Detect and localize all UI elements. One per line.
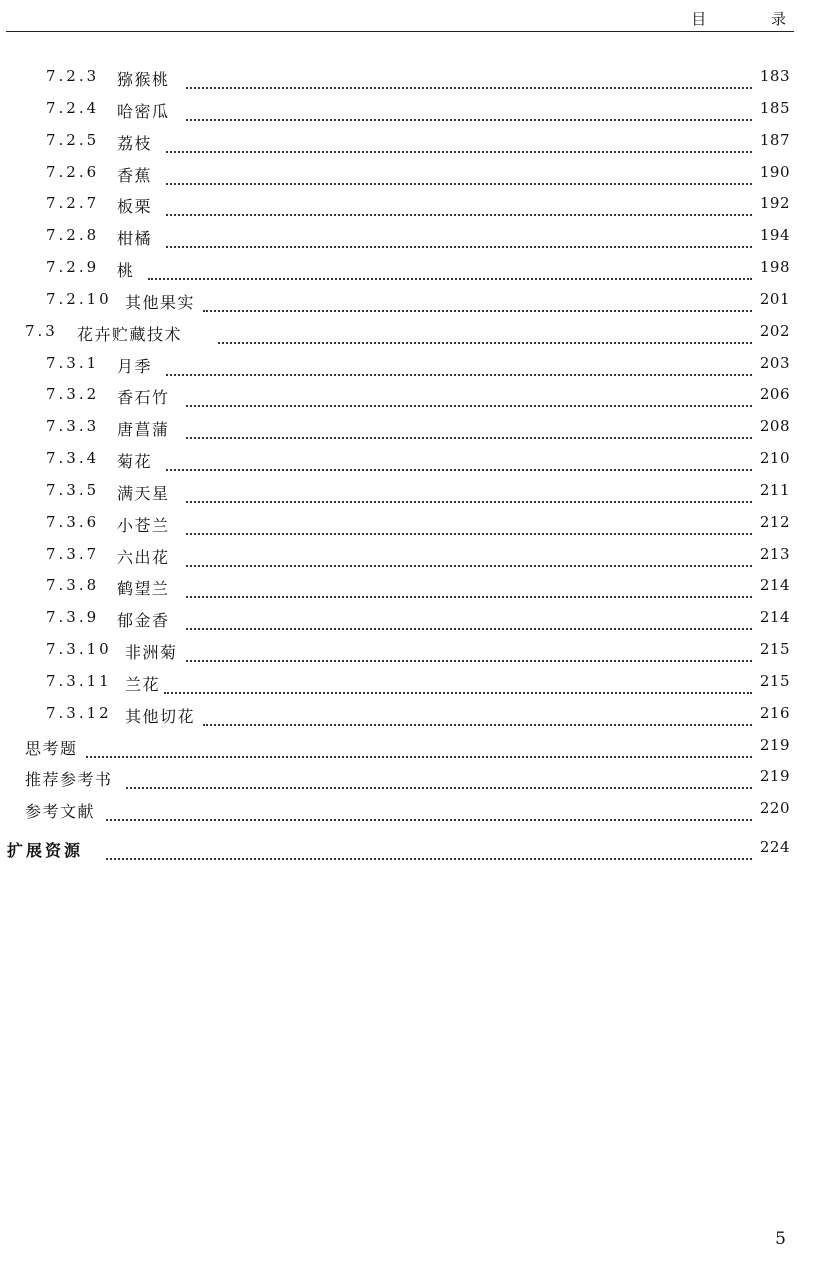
toc-entry-number: 7.3.2 bbox=[46, 385, 100, 403]
dot-leader bbox=[126, 767, 752, 789]
dot-leader bbox=[166, 163, 752, 185]
toc-entry-title: 参考文献 bbox=[25, 802, 96, 821]
toc-entry-number: 7.2.7 bbox=[46, 194, 100, 212]
dot-leader bbox=[186, 67, 752, 89]
toc-entry-number: 7.3.11 bbox=[46, 672, 112, 690]
dot-leader bbox=[186, 385, 752, 407]
toc-entry-title: 板栗 bbox=[117, 197, 153, 216]
toc-entry-number: 7.2.3 bbox=[46, 67, 100, 85]
toc-entry[interactable] bbox=[0, 640, 800, 672]
dot-leader bbox=[203, 290, 752, 312]
toc-entry-number: 7.3.1 bbox=[46, 354, 100, 372]
toc-entry-number: 7.3.10 bbox=[46, 640, 112, 658]
toc-entry-number: 7.3.3 bbox=[46, 417, 100, 435]
toc-entry-page: 216 bbox=[759, 704, 790, 722]
toc-entry-title: 花卉贮藏技术 bbox=[77, 325, 183, 344]
toc-entry[interactable] bbox=[0, 513, 800, 545]
toc-entry-title: 菊花 bbox=[117, 452, 153, 471]
toc-entry-title: 非洲菊 bbox=[125, 643, 178, 662]
toc-entry[interactable] bbox=[0, 736, 800, 768]
toc-entry-number: 7.3 bbox=[25, 322, 58, 340]
toc-entry[interactable] bbox=[0, 322, 800, 354]
dot-leader bbox=[106, 799, 752, 821]
toc-entry[interactable] bbox=[0, 354, 800, 386]
toc-entry[interactable] bbox=[0, 258, 800, 290]
toc-entry-number: 7.3.7 bbox=[46, 545, 100, 563]
toc-entry-title: 唐菖蒲 bbox=[117, 420, 170, 439]
toc-entry-number: 7.2.4 bbox=[46, 99, 100, 117]
toc-entry-page: 214 bbox=[759, 608, 790, 626]
toc-entry-page: 198 bbox=[759, 258, 790, 276]
toc-entry-page: 183 bbox=[759, 67, 790, 85]
toc-entry-title: 兰花 bbox=[125, 675, 161, 694]
dot-leader bbox=[186, 576, 752, 598]
toc-entry[interactable] bbox=[0, 290, 800, 322]
toc-entry[interactable] bbox=[0, 67, 800, 99]
toc-entry-title: 荔枝 bbox=[117, 134, 153, 153]
toc-entry[interactable] bbox=[0, 704, 800, 736]
toc-entry-page: 190 bbox=[759, 163, 790, 181]
dot-leader bbox=[186, 417, 752, 439]
toc-entry-number: 7.2.9 bbox=[46, 258, 100, 276]
toc-entry-title: 柑橘 bbox=[117, 229, 153, 248]
toc-entry[interactable] bbox=[0, 385, 800, 417]
dot-leader bbox=[186, 513, 752, 535]
toc-entry[interactable] bbox=[0, 767, 800, 799]
toc-entry-page: 212 bbox=[759, 513, 790, 531]
toc-entry-number: 7.2.5 bbox=[46, 131, 100, 149]
dot-leader bbox=[186, 481, 752, 503]
toc-entry-title: 月季 bbox=[117, 357, 153, 376]
toc-entry-title: 推荐参考书 bbox=[25, 770, 113, 789]
dot-leader bbox=[86, 736, 752, 758]
toc-entry-title: 满天星 bbox=[117, 484, 170, 503]
toc-entry-page: 210 bbox=[759, 449, 790, 467]
dot-leader bbox=[148, 258, 752, 280]
toc-entry-number: 7.2.10 bbox=[46, 290, 112, 308]
dot-leader bbox=[218, 322, 752, 344]
dot-leader bbox=[106, 838, 752, 860]
toc-entry-page: 215 bbox=[759, 672, 790, 690]
toc-entry-title: 猕猴桃 bbox=[117, 70, 170, 89]
toc-entry-number: 7.2.6 bbox=[46, 163, 100, 181]
toc-entry-number: 7.3.6 bbox=[46, 513, 100, 531]
toc-entry-title: 哈密瓜 bbox=[117, 102, 170, 121]
toc-entry-page: 219 bbox=[759, 736, 790, 754]
toc-entry-page: 194 bbox=[759, 226, 790, 244]
toc-entry[interactable] bbox=[0, 799, 800, 831]
toc-entry-title: 香石竹 bbox=[117, 388, 170, 407]
toc-entry-page: 208 bbox=[759, 417, 790, 435]
toc-entry-page: 224 bbox=[759, 838, 790, 856]
toc-entry[interactable] bbox=[0, 226, 800, 258]
toc-entry-page: 215 bbox=[759, 640, 790, 658]
toc-entry-page: 192 bbox=[759, 194, 790, 212]
dot-leader bbox=[166, 354, 752, 376]
toc-entry-page: 206 bbox=[759, 385, 790, 403]
page-number: 5 bbox=[775, 1229, 786, 1249]
toc-entry-title: 六出花 bbox=[117, 548, 170, 567]
toc-entry[interactable] bbox=[0, 131, 800, 163]
toc-entry-title: 小苍兰 bbox=[117, 516, 170, 535]
toc-entry[interactable] bbox=[0, 576, 800, 608]
dot-leader bbox=[166, 194, 752, 216]
dot-leader bbox=[186, 640, 752, 662]
toc-entry-page: 203 bbox=[759, 354, 790, 372]
dot-leader bbox=[186, 99, 752, 121]
toc-entry-page: 213 bbox=[759, 545, 790, 563]
toc-entry[interactable] bbox=[0, 99, 800, 131]
toc-entry-number: 7.3.9 bbox=[46, 608, 100, 626]
toc-entry-title: 扩展资源 bbox=[7, 841, 84, 860]
toc-entry-title: 香蕉 bbox=[117, 166, 153, 185]
header-title: 目 录 bbox=[691, 10, 816, 28]
dot-leader bbox=[186, 608, 752, 630]
toc-entry-page: 185 bbox=[759, 99, 790, 117]
toc-entry[interactable] bbox=[0, 163, 800, 195]
toc-entry-page: 201 bbox=[759, 290, 790, 308]
toc-entry[interactable] bbox=[0, 481, 800, 513]
toc-entry-page: 202 bbox=[759, 322, 790, 340]
toc-entry[interactable] bbox=[0, 417, 800, 449]
toc-entry-title: 桃 bbox=[117, 261, 135, 280]
toc-entry-page: 214 bbox=[759, 576, 790, 594]
toc-entry-number: 7.3.5 bbox=[46, 481, 100, 499]
dot-leader bbox=[166, 226, 752, 248]
toc-entry-page: 211 bbox=[759, 481, 790, 499]
toc-entry[interactable] bbox=[0, 608, 800, 640]
toc-entry[interactable] bbox=[0, 545, 800, 577]
dot-leader bbox=[164, 672, 752, 694]
toc-entry-number: 7.2.8 bbox=[46, 226, 100, 244]
toc-entry-number: 7.3.12 bbox=[46, 704, 112, 722]
toc-entry-title: 思考题 bbox=[25, 739, 78, 758]
toc-entry-number: 7.3.8 bbox=[46, 576, 100, 594]
toc-entry-title: 鹤望兰 bbox=[117, 579, 170, 598]
toc-entry[interactable] bbox=[0, 838, 800, 870]
header-rule bbox=[6, 31, 794, 32]
toc-entry-title: 郁金香 bbox=[117, 611, 170, 630]
dot-leader bbox=[203, 704, 752, 726]
dot-leader bbox=[166, 131, 752, 153]
toc-entry[interactable] bbox=[0, 194, 800, 226]
dot-leader bbox=[186, 545, 752, 567]
toc-entry-title: 其他切花 bbox=[125, 707, 196, 726]
toc-entry-title: 其他果实 bbox=[125, 293, 196, 312]
toc-entry-page: 187 bbox=[759, 131, 790, 149]
toc-entry-number: 7.3.4 bbox=[46, 449, 100, 467]
toc-entry[interactable] bbox=[0, 449, 800, 481]
toc-entry-page: 219 bbox=[759, 767, 790, 785]
dot-leader bbox=[166, 449, 752, 471]
toc-entry[interactable] bbox=[0, 672, 800, 704]
toc-entry-page: 220 bbox=[759, 799, 790, 817]
